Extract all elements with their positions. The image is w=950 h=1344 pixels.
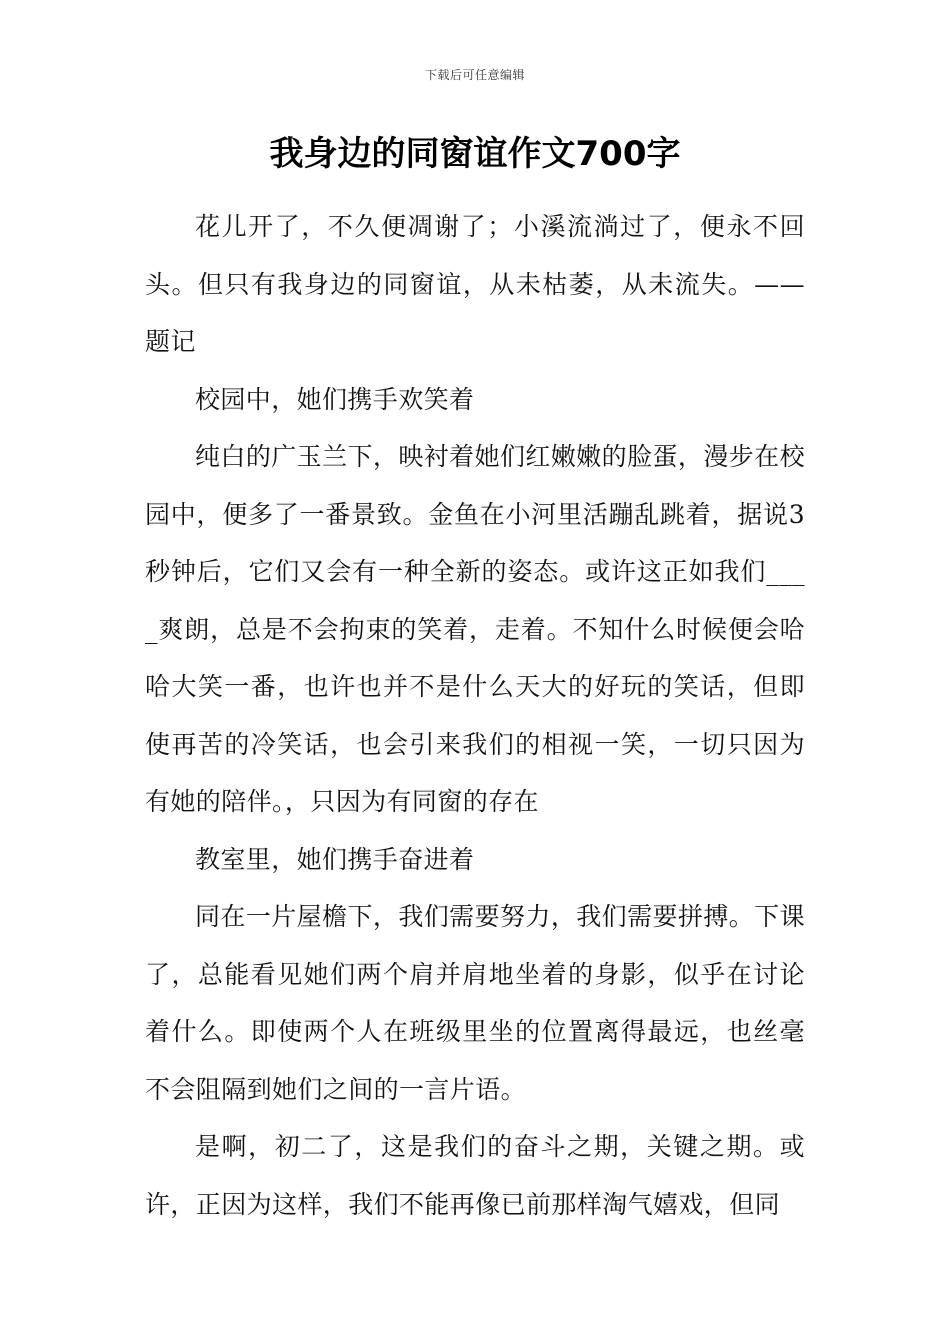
paragraph-section-heading-classroom: 教室里，她们携手奋进着 [195, 844, 475, 874]
header-note: 下载后可任意编辑 [424, 68, 525, 82]
page-title: 我身边的同窗谊作文700字 [269, 134, 681, 174]
paragraph-classroom: 同在一片屋檐下，我们需要努力，我们需要拼搏。下课了，总能看见她们两个肩并肩地坐着的身影，似乎在讨论着什么。即使两个人在班级里坐的位置离得最远，也丝毫不会阻隔到她们之间的一言片语。 [145, 902, 805, 1104]
paragraph-section-heading-campus: 校园中，她们携手欢笑着 [195, 384, 475, 414]
paragraph-campus: 纯白的广玉兰下，映衬着她们红嫩嫩的脸蛋，漫步在校园中，便多了一番景致。金鱼在小河里活蹦乱跳着，据说3秒钟后，它们又会有一种全新的姿态。或许这正如我们____爽朗，总是不会拘束的笑着，走着。不知什么时候便会哈哈大笑一番，也许也并不是什么天大的好玩的笑话，但即使再苦的冷笑话，也会引来我们的相视一笑，一切只因为有她的陪伴。，只因为有同窗的存在 [145, 442, 805, 816]
paragraph-grade-two: 是啊，初二了，这是我们的奋斗之期，关键之期。或许，正因为这样，我们不能再像已前那样淘气嬉戏，但同 [145, 1132, 805, 1219]
paragraph-epigraph: 花儿开了，不久便凋谢了；小溪流淌过了，便永不回头。但只有我身边的同窗谊，从未枯萎，从未流失。——题记 [145, 212, 805, 356]
article-body [145, 198, 805, 1233]
